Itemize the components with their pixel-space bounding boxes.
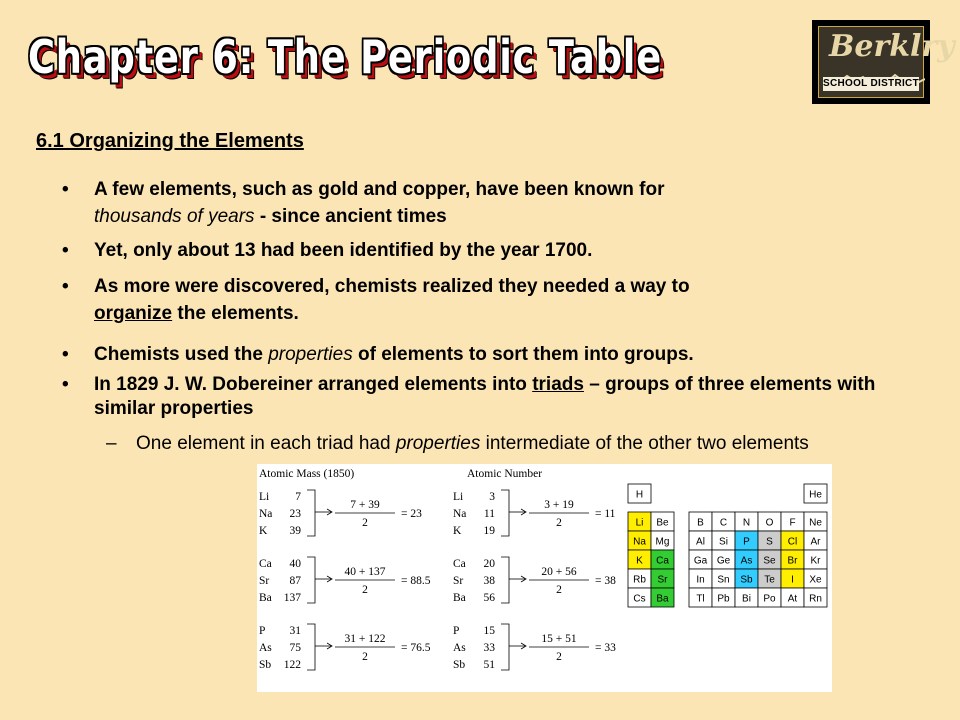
pt-cell-symbol: Ga — [693, 555, 708, 567]
pt-cell-symbol: Na — [633, 536, 646, 548]
number-element-value: 20 — [483, 558, 495, 570]
slide-title: Chapter 6: The Periodic Table — [28, 30, 662, 84]
mass-element-symbol: Ba — [259, 592, 272, 604]
pt-cell-symbol: N — [742, 517, 751, 529]
mass-element-symbol: Li — [259, 491, 270, 503]
mass-numerator: 31 + 122 — [344, 633, 386, 645]
mass-element-symbol: Ca — [259, 558, 272, 570]
pt-cell-symbol: Be — [656, 517, 669, 529]
number-result: = 38 — [595, 575, 616, 587]
mass-header: Atomic Mass (1850) — [259, 468, 355, 480]
bullet-emphasis: thousands of years — [94, 206, 255, 227]
pt-cell-symbol: F — [789, 517, 796, 529]
number-element-symbol: Sb — [453, 659, 466, 671]
number-element-value: 15 — [483, 625, 495, 637]
bullet-text: Yet, only about 13 had been identified by the year 1700. — [94, 240, 593, 261]
pt-cell-symbol: Kr — [810, 555, 821, 567]
triads-figure — [257, 464, 832, 692]
pt-cell-symbol: Ge — [716, 555, 731, 567]
number-denominator: 2 — [556, 517, 562, 529]
pt-cell-symbol: Li — [635, 517, 644, 529]
pt-cell-symbol: Ar — [810, 536, 821, 548]
bullet-emphasis: properties — [268, 344, 353, 365]
mass-element-symbol: As — [259, 642, 272, 654]
number-element-symbol: Sr — [453, 575, 464, 587]
bullet-underlined: triads — [532, 374, 584, 395]
mass-numerator: 7 + 39 — [350, 499, 380, 511]
mass-result: = 23 — [401, 508, 422, 520]
bullet-text: A few elements, such as gold and copper, have been known for — [94, 179, 665, 200]
bullet-text: Chemists used the — [94, 344, 269, 365]
number-element-value: 56 — [483, 592, 495, 604]
number-element-symbol: Li — [453, 491, 464, 503]
mass-numerator: 40 + 137 — [344, 566, 386, 578]
number-element-value: 33 — [483, 642, 495, 654]
pt-cell-symbol: Po — [763, 593, 776, 605]
sub-bullet-emphasis: properties — [395, 433, 481, 454]
number-element-value: 11 — [483, 508, 495, 520]
number-result: = 11 — [595, 508, 616, 520]
mass-element-value: 31 — [289, 625, 301, 637]
pt-cell-symbol: Si — [719, 536, 728, 548]
number-denominator: 2 — [556, 651, 562, 663]
number-bracket — [501, 490, 509, 536]
mass-element-symbol: Sr — [259, 575, 270, 587]
number-bracket — [501, 624, 509, 670]
pt-cell-symbol: At — [787, 593, 798, 605]
number-bracket — [501, 557, 509, 603]
mass-bracket — [307, 557, 315, 603]
pt-cell-symbol: Ba — [656, 593, 669, 605]
mass-result: = 88.5 — [401, 575, 431, 587]
pt-cell-symbol: Sb — [740, 574, 753, 586]
pt-cell-symbol: Mg — [655, 536, 670, 548]
number-header: Atomic Number — [467, 468, 543, 480]
pt-cell-symbol: In — [696, 574, 705, 586]
mass-element-value: 39 — [289, 525, 301, 537]
logo-script: Berklry — [829, 29, 955, 64]
pt-cell-symbol: Bi — [742, 593, 751, 605]
number-numerator: 3 + 19 — [544, 499, 574, 511]
number-element-symbol: P — [453, 625, 460, 637]
pt-cell-symbol: Te — [764, 574, 775, 586]
pt-cell-symbol: C — [719, 517, 728, 529]
mass-element-symbol: K — [259, 525, 268, 537]
pt-cell-symbol: Ne — [809, 517, 822, 529]
mass-element-value: 40 — [289, 558, 301, 570]
pt-cell-symbol: O — [765, 517, 774, 529]
pt-cell-symbol: Pb — [717, 593, 730, 605]
pt-cell-symbol: Xe — [809, 574, 822, 586]
number-element-symbol: K — [453, 525, 462, 537]
bullet-marker: • — [62, 179, 69, 200]
bullet-text: In 1829 J. W. Dobereiner arranged elements into — [94, 374, 533, 395]
mass-element-value: 7 — [295, 491, 301, 503]
pt-cell-symbol: H — [635, 489, 644, 501]
bullet-text: the elements. — [172, 303, 299, 324]
mass-bracket — [307, 624, 315, 670]
number-element-value: 38 — [483, 575, 495, 587]
number-element-value: 51 — [483, 659, 495, 671]
mass-element-symbol: P — [259, 625, 266, 637]
pt-cell-symbol: Se — [763, 555, 776, 567]
pt-cell-symbol: S — [766, 536, 773, 548]
number-element-symbol: As — [453, 642, 466, 654]
mass-result: = 76.5 — [401, 642, 431, 654]
triads-diagram — [257, 464, 832, 692]
mass-denominator: 2 — [362, 651, 368, 663]
bullet-text: As more were discovered, chemists realized they needed a way to — [94, 276, 690, 297]
mass-bracket — [307, 490, 315, 536]
pt-cell-symbol: Br — [787, 555, 798, 567]
pt-cell-symbol: Sr — [657, 574, 668, 586]
number-element-symbol: Ca — [453, 558, 466, 570]
pt-cell-symbol: As — [740, 555, 753, 567]
section-heading: 6.1 Organizing the Elements — [36, 130, 304, 152]
mass-element-symbol: Na — [259, 508, 273, 520]
pt-cell-symbol: Al — [696, 536, 705, 548]
bullet-marker: • — [62, 240, 69, 261]
bullet-text: – groups of three elements with similar properties — [94, 374, 876, 419]
school-district-logo — [812, 20, 955, 104]
pt-cell-symbol: P — [743, 536, 750, 548]
pt-cell-symbol: Cl — [787, 536, 798, 548]
logo-band: SCHOOL DISTRICT — [823, 78, 919, 89]
pt-cell-symbol: B — [697, 517, 704, 529]
mass-element-value: 75 — [289, 642, 301, 654]
bullet-marker: • — [62, 344, 69, 365]
mass-element-symbol: Sb — [259, 659, 272, 671]
sub-bullet-text: One element in each triad had — [136, 433, 396, 454]
bullet-marker: • — [62, 374, 69, 395]
number-result: = 33 — [595, 642, 616, 654]
mass-element-value: 87 — [289, 575, 301, 587]
number-numerator: 20 + 56 — [541, 566, 577, 578]
pt-cell-symbol: Tl — [696, 593, 705, 605]
pt-cell-symbol: Ca — [656, 555, 669, 567]
mass-denominator: 2 — [362, 584, 368, 596]
pt-cell-symbol: Cs — [633, 593, 646, 605]
mass-element-value: 23 — [289, 508, 301, 520]
bullet-underlined: organize — [94, 303, 173, 324]
mass-element-value: 122 — [283, 659, 301, 671]
pt-cell-symbol: He — [809, 489, 822, 501]
mass-element-value: 137 — [283, 592, 301, 604]
number-denominator: 2 — [556, 584, 562, 596]
bullet-text: - since ancient times — [254, 206, 447, 227]
number-element-symbol: Na — [453, 508, 467, 520]
sub-bullet-marker: – — [106, 433, 117, 454]
pt-cell-symbol: I — [791, 574, 794, 586]
mass-denominator: 2 — [362, 517, 368, 529]
number-numerator: 15 + 51 — [541, 633, 577, 645]
number-element-value: 19 — [483, 525, 495, 537]
pt-cell-symbol: Sn — [717, 574, 730, 586]
number-element-symbol: Ba — [453, 592, 466, 604]
pt-cell-symbol: Rb — [633, 574, 646, 586]
pt-cell-symbol: Rn — [809, 593, 822, 605]
sub-bullet-text: intermediate of the other two elements — [480, 433, 809, 454]
pt-cell-symbol: K — [636, 555, 643, 567]
bullet-text: of elements to sort them into groups. — [352, 344, 694, 365]
bullet-marker: • — [62, 276, 69, 297]
number-element-value: 3 — [489, 491, 495, 503]
